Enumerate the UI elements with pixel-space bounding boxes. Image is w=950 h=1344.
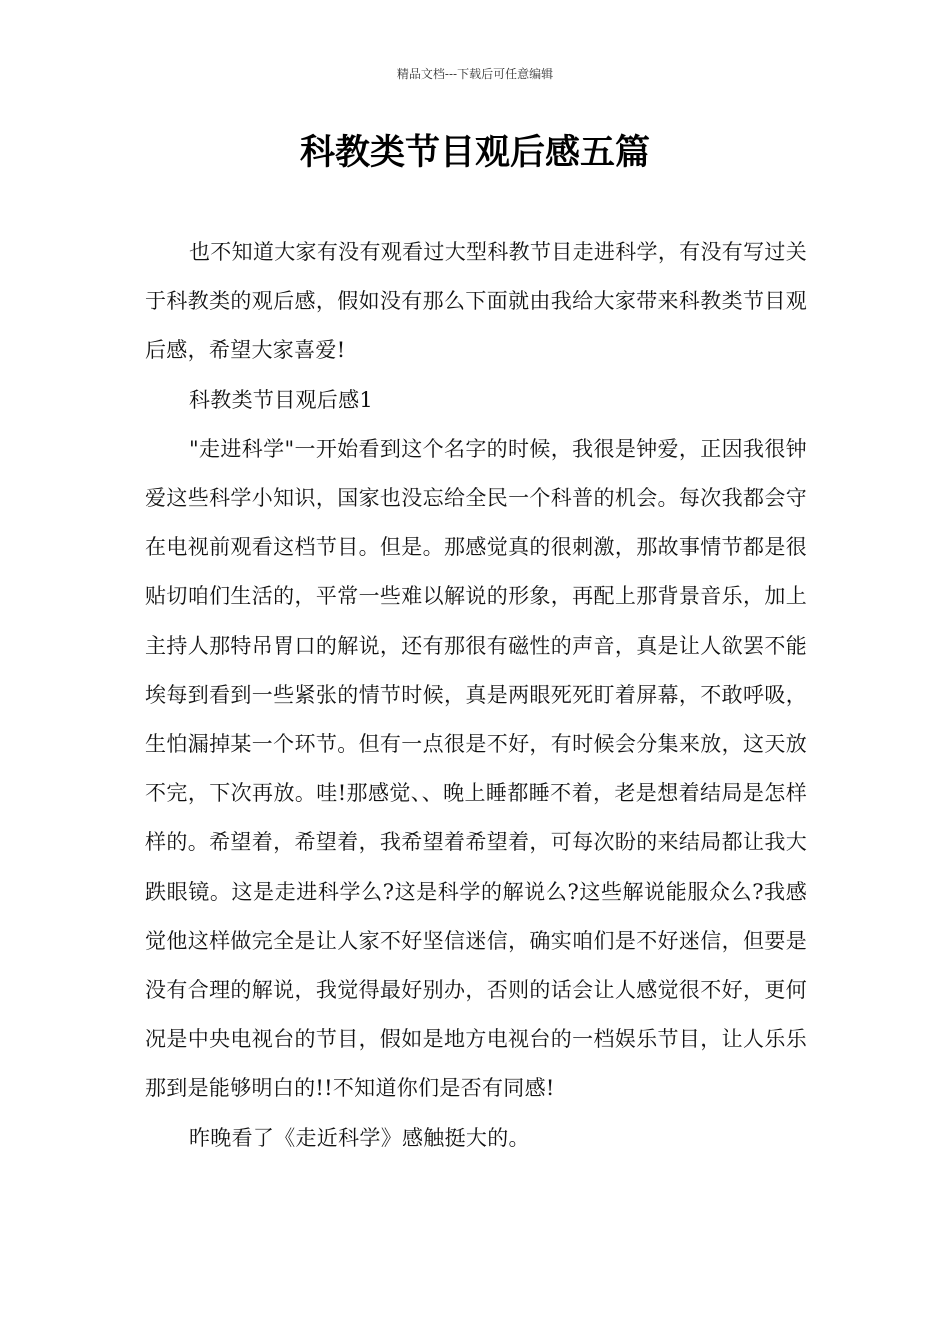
body-paragraph-last: 昨晚看了《走近科学》感触挺大的。 [189, 1125, 530, 1150]
document-body [145, 228, 807, 1163]
section-heading: 科教类节目观后感1 [189, 387, 374, 412]
document-title: 科教类节目观后感五篇 [299, 132, 650, 173]
body-paragraph: "走进科学"一开始看到这个名字的时候，我很是钟爱，正因我很钟爱这些科学小知识，国家也没忘给全民一个科普的机会。每次我都会守在电视前观看这档节目。但是。那感觉真的很刺激，那故事情节都是很贴切咱们生活的，平常一些难以解说的形象，再配上那背景音乐，加上主持人那特吊胃口的解说，还有那很有磁性的声音，真是让人欲罢不能埃每到看到一些紧张的情节时候，真是两眼死死盯着屏幕，不敢呼吸，生怕漏掉某一个环节。但有一点很是不好，有时候会分集来放，这天放不完，下次再放。哇!那感觉、、晚上睡都睡不着，老是想着结局是怎样样的。希望着，希望着，我希望着希望着，可每次盼的来结局都让我大跌眼镜。这是走进科学么?这是科学的解说么?这些解说能服众么?我感觉他这样做完全是让人家不好坚信迷信，确实咱们是不好迷信，但要是没有合理的解说，我觉得最好别办，否则的话会让人感觉很不好，更何况是中央电视台的节目，假如是地方电视台的一档娱乐节目，让人乐乐那到是能够明白的!!不知道你们是否有同感! [145, 436, 807, 1101]
header-note: 精品文档---下载后可任意编辑 [396, 67, 554, 81]
intro-paragraph: 也不知道大家有没有观看过大型科教节目走进科学，有没有写过关于科教类的观后感，假如没有那么下面就由我给大家带来科教类节目观后感，希望大家喜爱! [145, 240, 807, 363]
